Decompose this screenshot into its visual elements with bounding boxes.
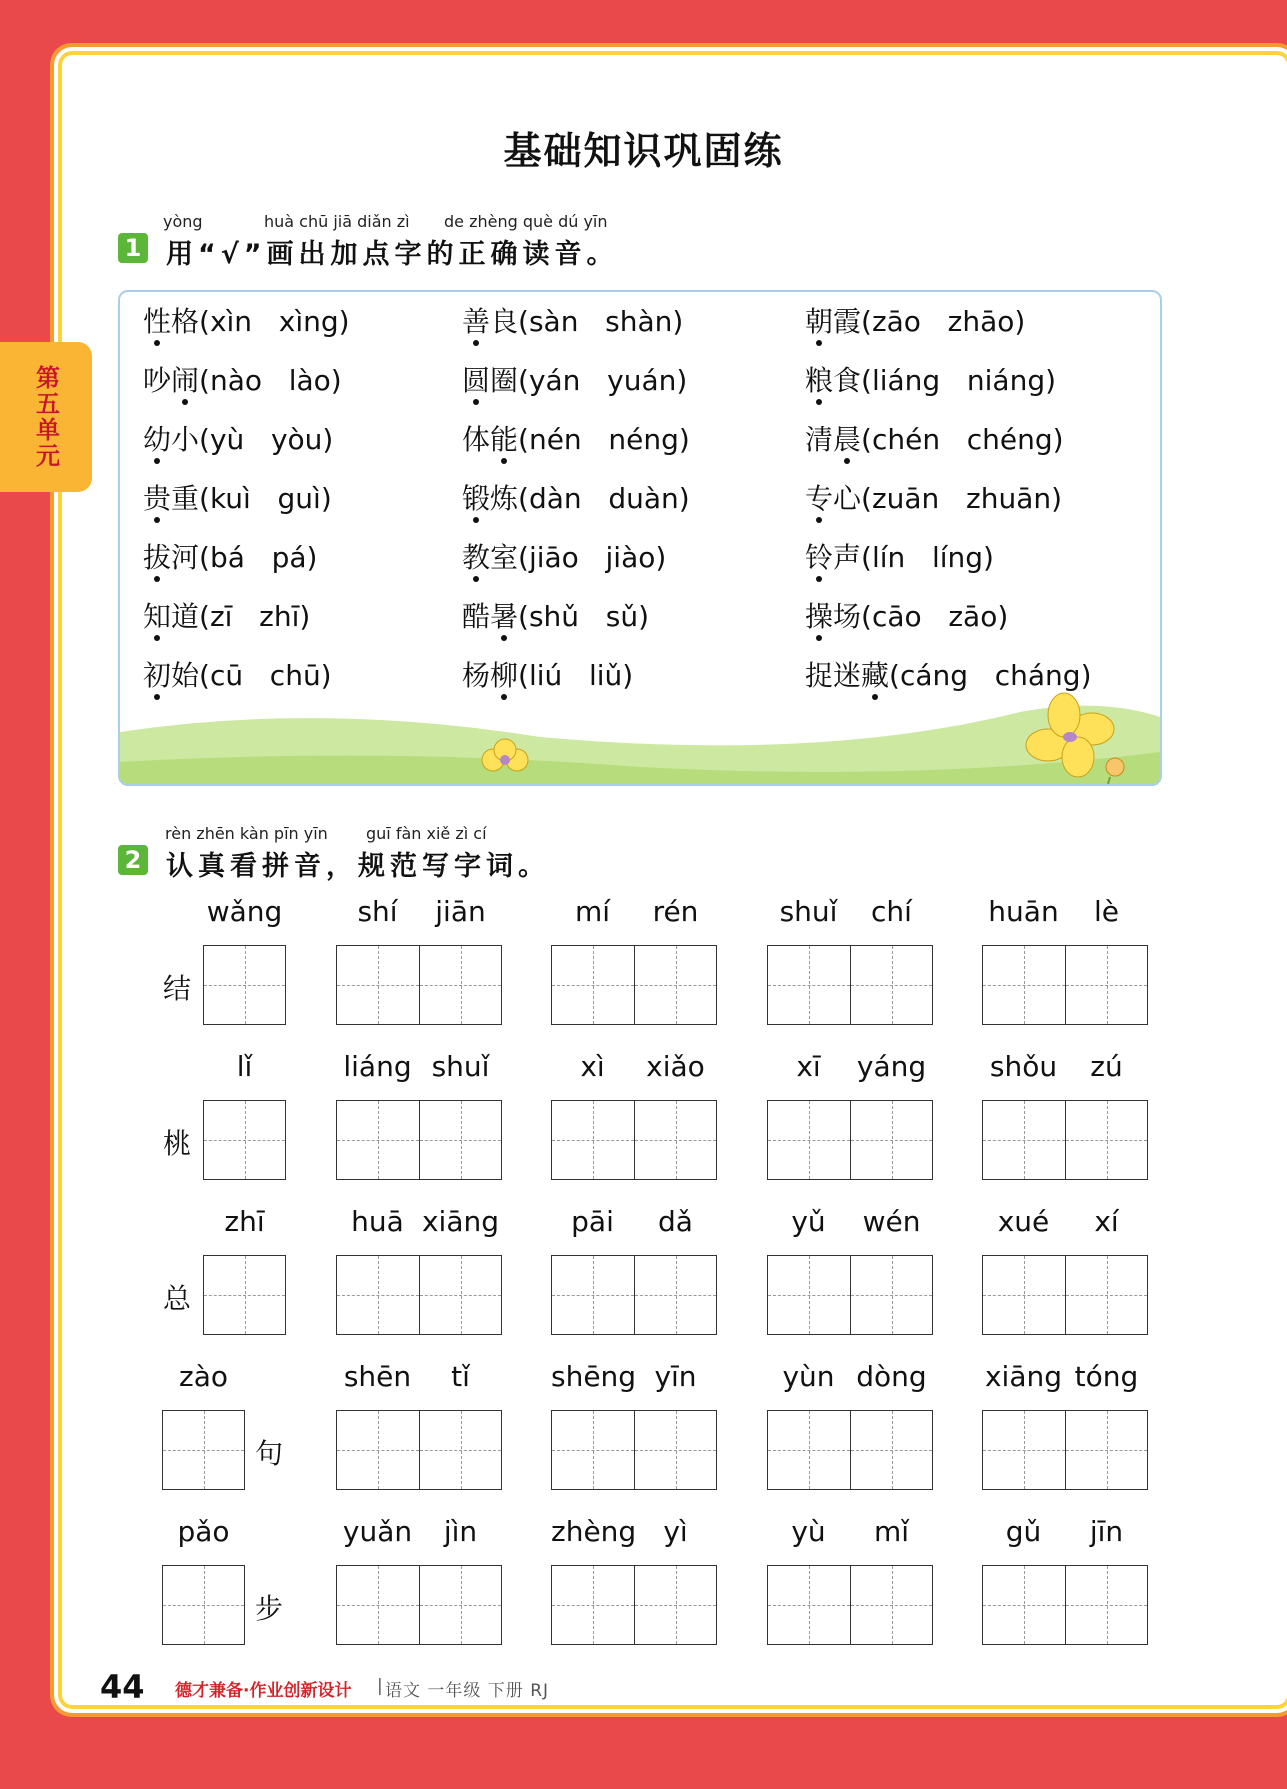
unit-tab (0, 342, 92, 492)
pinyin-label: xì (580, 1050, 605, 1083)
reading-options[interactable]: (bá pá) (199, 541, 318, 574)
reading-options[interactable]: (sàn shàn) (518, 305, 684, 338)
reading-item (462, 300, 683, 340)
pinyin-label: tǐ (451, 1360, 470, 1393)
reading-options[interactable]: (dàn duàn) (518, 482, 690, 515)
word: 专心 (805, 482, 862, 515)
writing-box-pair[interactable] (982, 1255, 1148, 1335)
word: 捉迷藏 (805, 659, 890, 692)
footer-separator: | (377, 1676, 383, 1696)
question-2-text: 认真看拼音，规范写字词。 (166, 851, 550, 882)
reading-item (143, 477, 332, 517)
writing-box-pair[interactable] (767, 1100, 933, 1180)
pinyin-label: pāi (571, 1205, 614, 1238)
pinyin-label: xī (796, 1050, 821, 1083)
writing-box-pair[interactable] (767, 1410, 933, 1490)
pinyin-label: yuǎn (342, 1515, 413, 1548)
pinyin-label: yùn (782, 1360, 835, 1393)
word: 杨柳 (462, 659, 519, 692)
pinyin-label: xí (1094, 1205, 1119, 1238)
given-character: 结 (163, 972, 192, 1005)
q1-pinyin-1: yòng (163, 212, 203, 231)
word: 操场 (805, 600, 862, 633)
reading-options[interactable]: (lín líng) (861, 541, 994, 574)
word: 朝霞 (805, 305, 862, 338)
word: 教室 (462, 541, 519, 574)
pinyin-label: shí (357, 895, 398, 928)
reading-item (143, 418, 333, 458)
reading-item (143, 300, 350, 340)
writing-box-pair[interactable] (982, 1565, 1148, 1645)
writing-box-pair[interactable] (982, 1410, 1148, 1490)
word: 锻炼 (462, 482, 519, 515)
writing-box-pair[interactable] (336, 1255, 502, 1335)
reading-item (805, 300, 1025, 340)
writing-box[interactable] (203, 1100, 286, 1180)
word: 粮食 (805, 364, 862, 397)
pinyin-label: gǔ (1005, 1515, 1042, 1548)
reading-options[interactable]: (kuì guì) (199, 482, 332, 515)
pinyin-label: tóng (1074, 1360, 1139, 1393)
writing-box-pair[interactable] (336, 1100, 502, 1180)
pinyin-label: zào (179, 1360, 228, 1393)
reading-item (143, 536, 317, 576)
reading-item (143, 654, 332, 694)
pinyin-label: shǒu (989, 1050, 1058, 1083)
reading-item (462, 536, 666, 576)
writing-box-pair[interactable] (767, 945, 933, 1025)
pinyin-label: yù (791, 1515, 826, 1548)
footer-brand: 德才兼备·作业创新设计 (175, 1681, 352, 1701)
pinyin-label: xiǎo (646, 1050, 705, 1083)
reading-item (143, 595, 310, 635)
word: 吵闹 (143, 364, 200, 397)
q2-pinyin-2: guī fàn xiě zì cí (366, 824, 487, 843)
pinyin-label: shēn (343, 1360, 412, 1393)
pinyin-label: shuǐ (431, 1050, 490, 1083)
reading-item (462, 477, 690, 517)
reading-options[interactable]: (cū chū) (199, 659, 332, 692)
reading-options[interactable]: (nén néng) (518, 423, 690, 456)
writing-box-pair[interactable] (551, 1255, 717, 1335)
word: 清晨 (805, 423, 862, 456)
given-character: 句 (255, 1437, 284, 1470)
pinyin-label: jìn (443, 1515, 478, 1548)
pinyin-label: mí (574, 895, 611, 928)
pinyin-label: pǎo (177, 1515, 230, 1548)
writing-box-pair[interactable] (551, 1410, 717, 1490)
reading-item (805, 654, 1092, 694)
writing-box[interactable] (162, 1410, 245, 1490)
question-1-number: 1 (118, 233, 148, 263)
pinyin-label: jīn (1089, 1515, 1124, 1548)
word: 贵重 (143, 482, 200, 515)
pinyin-label: yì (663, 1515, 688, 1548)
reading-item (805, 359, 1056, 399)
reading-item (462, 595, 649, 635)
pinyin-label: chí (871, 895, 912, 928)
reading-options[interactable]: (yán yuán) (518, 364, 688, 397)
writing-box[interactable] (203, 1255, 286, 1335)
pinyin-label: zhèng (551, 1515, 637, 1548)
word: 酷暑 (462, 600, 519, 633)
reading-options[interactable]: (zāo zhāo) (861, 305, 1026, 338)
pinyin-label: dǎ (658, 1205, 693, 1238)
reading-item (462, 359, 687, 399)
unit-tab-label: 第五单元 (31, 365, 60, 469)
page-number: 44 (100, 1668, 145, 1706)
question-1-text: 用“√”画出加点字的正确读音。 (166, 239, 619, 270)
reading-options[interactable]: (xìn xìng) (199, 305, 350, 338)
word: 幼小 (143, 423, 200, 456)
word: 拔河 (143, 541, 200, 574)
word: 初始 (143, 659, 200, 692)
q1-pinyin-3: de zhèng què dú yīn (444, 212, 608, 231)
pinyin-label: wǎng (206, 895, 283, 928)
word: 善良 (462, 305, 519, 338)
reading-options[interactable]: (liáng niáng) (861, 364, 1057, 397)
q1-pinyin-2: huà chū jiā diǎn zì (264, 212, 410, 231)
reading-options[interactable]: (chén chéng) (861, 423, 1064, 456)
reading-item (462, 654, 633, 694)
reading-options[interactable]: (zuān zhuān) (861, 482, 1063, 515)
reading-options[interactable]: (cāo zāo) (861, 600, 1009, 633)
reading-options[interactable]: (cáng cháng) (889, 659, 1092, 692)
pinyin-label: xiāng (421, 1205, 500, 1238)
pinyin-label: jiān (435, 895, 486, 928)
reading-item (143, 359, 342, 399)
given-character: 总 (163, 1282, 192, 1315)
pinyin-label: liáng (343, 1050, 412, 1083)
pinyin-label: xué (997, 1205, 1050, 1238)
reading-item (805, 595, 1008, 635)
writing-box-pair[interactable] (336, 945, 502, 1025)
writing-box-pair[interactable] (767, 1255, 933, 1335)
pinyin-label: mǐ (873, 1515, 910, 1548)
word: 知道 (143, 600, 200, 633)
pinyin-label: rén (652, 895, 699, 928)
pinyin-label: huān (988, 895, 1059, 928)
pinyin-label: yīn (654, 1360, 697, 1393)
pinyin-label: huā (351, 1205, 404, 1238)
writing-box-pair[interactable] (551, 1565, 717, 1645)
pinyin-label: yǔ (791, 1205, 826, 1238)
pinyin-label: yáng (856, 1050, 927, 1083)
word: 性格 (143, 305, 200, 338)
given-character: 步 (255, 1592, 284, 1625)
writing-box-pair[interactable] (551, 945, 717, 1025)
writing-box[interactable] (162, 1565, 245, 1645)
word: 体能 (462, 423, 519, 456)
footer-book-info: 语文 一年级 下册 RJ (385, 1681, 550, 1701)
pinyin-label: zú (1090, 1050, 1123, 1083)
pinyin-label: dòng (856, 1360, 927, 1393)
reading-options[interactable]: (nào lào) (199, 364, 342, 397)
writing-box-pair[interactable] (982, 1100, 1148, 1180)
writing-box-pair[interactable] (982, 945, 1148, 1025)
q2-pinyin-1: rèn zhēn kàn pīn yīn (165, 824, 328, 843)
reading-options[interactable]: (shǔ sǔ) (518, 600, 649, 633)
reading-options[interactable]: (zī zhī) (199, 600, 311, 633)
pinyin-label: lè (1093, 895, 1119, 928)
reading-item (805, 418, 1064, 458)
writing-box-pair[interactable] (336, 1410, 502, 1490)
writing-box-pair[interactable] (336, 1565, 502, 1645)
pinyin-label: zhī (224, 1205, 265, 1238)
reading-item (805, 536, 994, 576)
question-2-number: 2 (118, 845, 148, 875)
reading-item (462, 418, 690, 458)
word: 铃声 (805, 541, 862, 574)
reading-item (805, 477, 1062, 517)
word: 圆圈 (462, 364, 519, 397)
writing-box[interactable] (203, 945, 286, 1025)
reading-options[interactable]: (yù yòu) (199, 423, 334, 456)
given-character: 桃 (163, 1127, 192, 1160)
writing-box-pair[interactable] (551, 1100, 717, 1180)
pinyin-label: wén (862, 1205, 921, 1238)
pinyin-label: shēng (551, 1360, 637, 1393)
reading-options[interactable]: (liú liǔ) (518, 659, 634, 692)
page-title: 基础知识巩固练 (503, 129, 784, 173)
pinyin-label: xiāng (984, 1360, 1063, 1393)
writing-box-pair[interactable] (767, 1565, 933, 1645)
pinyin-label: shuǐ (779, 895, 838, 928)
pinyin-label: lǐ (236, 1050, 253, 1083)
reading-options[interactable]: (jiāo jiào) (518, 541, 667, 574)
